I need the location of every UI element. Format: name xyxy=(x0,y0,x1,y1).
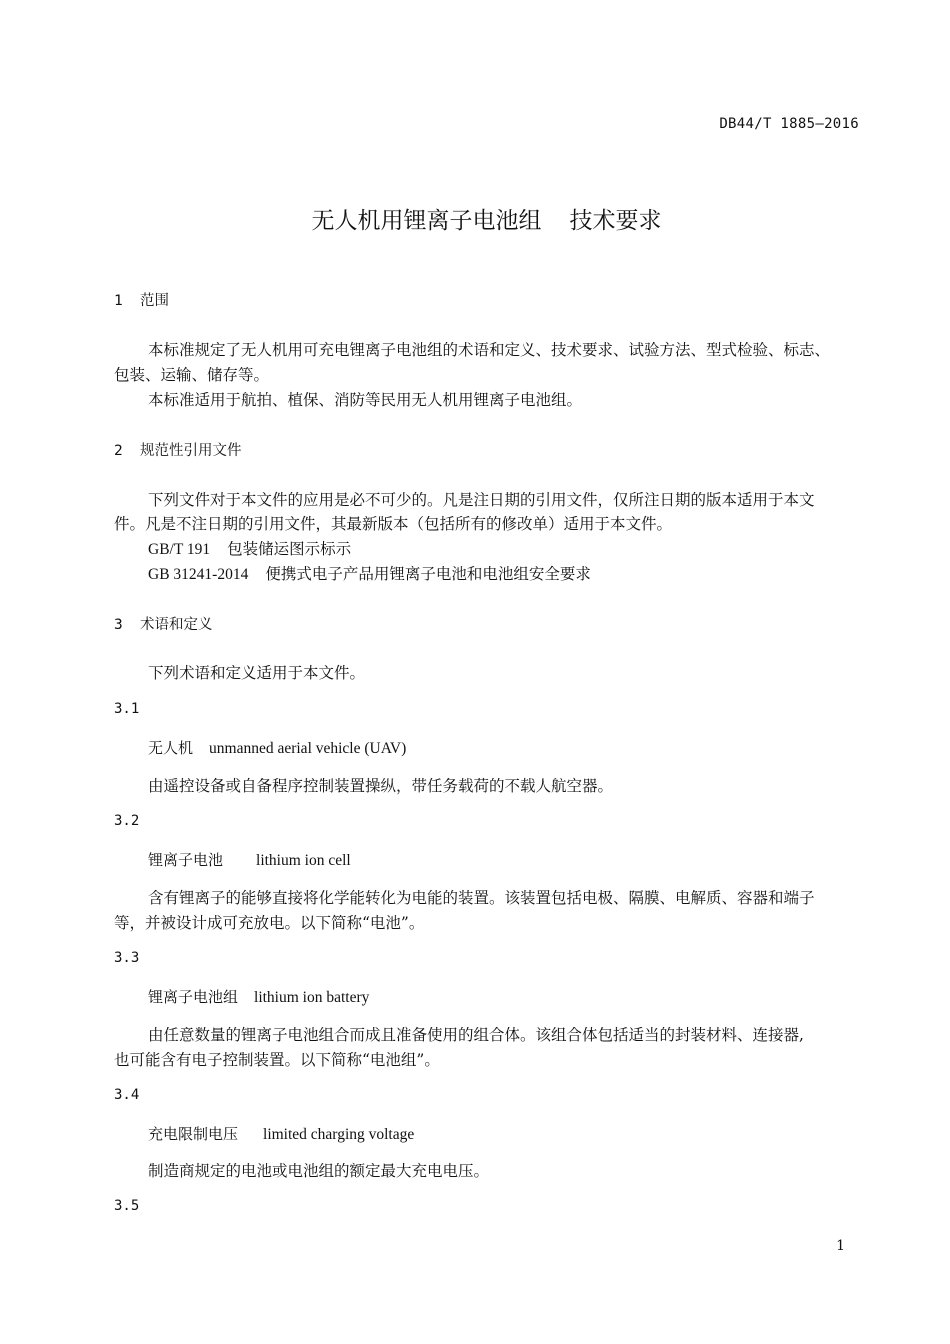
term-definition: 由遥控设备或自备程序控制装置操纵，带任务载荷的不载人航空器。 xyxy=(148,777,614,795)
scope-paragraph-line2: 包装、运输、储存等。 xyxy=(114,366,270,384)
title-part1: 无人机用锂离子电池组 xyxy=(311,208,542,234)
term-title: 锂离子电池 lithium ion cell xyxy=(148,851,351,869)
references-paragraph-line2: 件。凡是不注日期的引用文件，其最新版本（包括所有的修改单）适用于本文件。 xyxy=(114,515,673,533)
document-title xyxy=(0,202,950,235)
title-part2: 技术要求 xyxy=(569,208,662,234)
term-title: 充电限制电压 limited charging voltage xyxy=(148,1125,415,1143)
section-heading-scope: 1 范围 xyxy=(114,293,169,309)
term-number: 3.4 xyxy=(114,1087,140,1103)
reference-item: GB/T 191 包装储运图示标示 xyxy=(148,540,352,558)
term-number: 3.5 xyxy=(114,1198,140,1214)
scope-paragraph-2: 本标准适用于航拍、植保、消防等民用无人机用锂离子电池组。 xyxy=(148,391,583,409)
section-heading-normative-references: 2 规范性引用文件 xyxy=(114,443,242,459)
term-definition-line2: 等，并被设计成可充放电。以下简称“电池”。 xyxy=(114,914,425,932)
document-code: DB44/T 1885—2016 xyxy=(719,116,859,132)
scope-paragraph-line1: 本标准规定了无人机用可充电锂离子电池组的术语和定义、技术要求、试验方法、型式检验、标志、 xyxy=(148,341,831,359)
term-definition: 制造商规定的电池或电池组的额定最大充电电压。 xyxy=(148,1162,490,1180)
term-number: 3.3 xyxy=(114,950,140,966)
terms-intro: 下列术语和定义适用于本文件。 xyxy=(148,664,366,682)
reference-item: GB 31241-2014 便携式电子产品用锂离子电池和电池组安全要求 xyxy=(148,565,591,583)
term-number: 3.2 xyxy=(114,813,140,829)
term-definition-line2: 也可能含有电子控制装置。以下简称“电池组”。 xyxy=(114,1051,440,1069)
term-definition-line1: 由任意数量的锂离子电池组合而成且准备使用的组合体。该组合体包括适当的封装材料、连接器, xyxy=(148,1026,804,1044)
term-definition-line1: 含有锂离子的能够直接将化学能转化为电能的装置。该装置包括电极、隔膜、电解质、容器和端子 xyxy=(148,889,815,907)
term-number: 3.1 xyxy=(114,701,140,717)
section-heading-terms-definitions: 3 术语和定义 xyxy=(114,617,213,633)
references-paragraph-line1: 下列文件对于本文件的应用是必不可少的。凡是注日期的引用文件，仅所注日期的版本适用于本文 xyxy=(148,491,815,509)
page-number: 1 xyxy=(836,1238,845,1254)
term-title: 无人机 unmanned aerial vehicle (UAV) xyxy=(148,739,407,757)
term-title: 锂离子电池组 lithium ion battery xyxy=(148,988,370,1006)
